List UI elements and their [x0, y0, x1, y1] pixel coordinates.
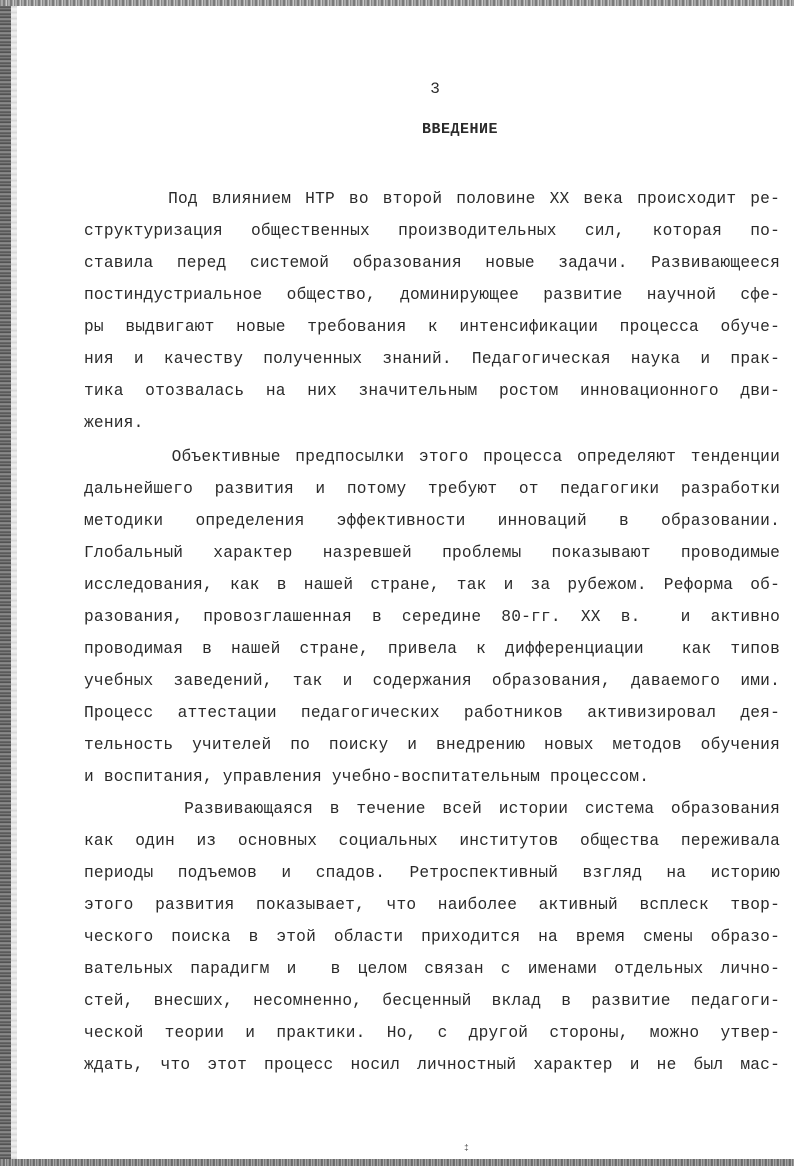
paragraph-3 — [84, 793, 780, 1081]
text-line: ставила перед системой образования новые задачи. Развивающееся — [84, 254, 780, 272]
text-line: Объективные предпосылки этого процесса определяют тенденции — [84, 448, 780, 466]
text-line: ждать, что этот процесс носил личностный характер и не был мас- — [84, 1056, 780, 1074]
text-line: Процесс аттестации педагогических работников активизировал дея- — [84, 704, 780, 722]
text-line: тика отозвалась на них значительным ростом инновационного дви- — [84, 382, 780, 400]
text-line: жения. — [84, 414, 144, 432]
text-line: Под влиянием НТР во второй половине XX века происходит ре- — [84, 190, 780, 208]
text-line: как один из основных социальных институтов общества переживала — [84, 832, 780, 850]
text-line: дальнейшего развития и потому требуют от педагогики разработки — [84, 480, 780, 498]
text-line: проводимая в нашей стране, привела к дифференциации как типов — [84, 640, 780, 658]
text-line: ния и качеству полученных знаний. Педагогическая наука и прак- — [84, 350, 780, 368]
footer-mark: ‡ — [464, 1144, 469, 1153]
text-line: периоды подъемов и спадов. Ретроспективный взгляд на историю — [84, 864, 780, 882]
text-line: вательных парадигм и в целом связан с именами отдельных лично- — [84, 960, 780, 978]
page-number: 3 — [430, 80, 440, 98]
text-line: тельность учителей по поиску и внедрению новых методов обучения — [84, 736, 780, 754]
scan-edge-top — [0, 0, 794, 6]
text-line: учебных заведений, так и содержания образования, даваемого ими. — [84, 672, 780, 690]
paragraph-2 — [84, 441, 780, 793]
page-title: ВВЕДЕНИЕ — [421, 121, 498, 138]
scan-edge-bottom — [0, 1159, 794, 1166]
text-line: постиндустриальное общество, доминирующее развитие научной сфе- — [84, 286, 780, 304]
scan-edge-shadow — [11, 0, 17, 1166]
text-line: стей, внесших, несомненно, бесценный вклад в развитие педагоги- — [84, 992, 780, 1010]
text-line: Глобальный характер назревшей проблемы показывают проводимые — [84, 544, 780, 562]
text-line: методики определения эффективности инноваций в образовании. — [84, 512, 780, 530]
text-line: ческого поиска в этой области приходится на время смены образо- — [84, 928, 780, 946]
text-line: разования, провозглашенная в середине 80-гг. XX в. и активно — [84, 608, 780, 626]
text-line: и воспитания, управления учебно-воспитательным процессом. — [84, 768, 650, 786]
paragraph-1 — [84, 183, 780, 439]
document-body — [84, 183, 780, 1081]
text-line: Развивающаяся в течение всей истории система образования — [84, 800, 780, 818]
text-line: структуризация общественных производительных сил, которая по- — [84, 222, 780, 240]
text-line: ры выдвигают новые требования к интенсификации процесса обуче- — [84, 318, 780, 336]
text-line: исследования, как в нашей стране, так и за рубежом. Реформа об- — [84, 576, 780, 594]
scan-edge-left — [0, 0, 11, 1166]
text-line: ческой теории и практики. Но, с другой стороны, можно утвер- — [84, 1024, 780, 1042]
text-line: этого развития показывает, что наиболее активный всплеск твор- — [84, 896, 780, 914]
